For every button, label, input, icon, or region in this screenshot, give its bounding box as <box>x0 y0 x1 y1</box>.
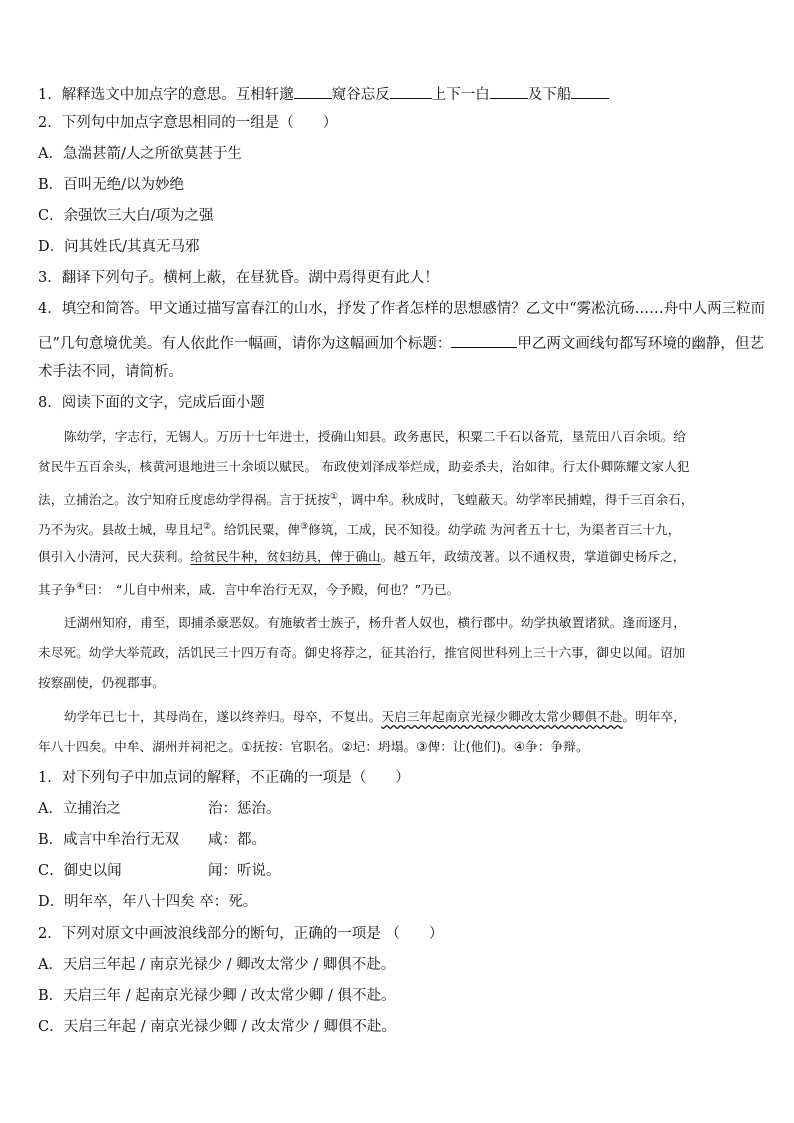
q1-blank-2[interactable] <box>390 82 432 99</box>
q1-line <box>38 82 609 105</box>
passage-wavy-sentence: 天启三年起南京光禄少卿改太常少卿俱不赴 <box>381 709 623 724</box>
sub1-stem: 1．对下列句子中加点词的解释，不正确的一项是（ ） <box>38 770 410 786</box>
sub2-option-a: A．天启三年起 / 南京光禄少 / 卿改太常少 / 卿俱不赴。 <box>38 957 396 973</box>
q2-option-a: A．急湍甚箭/人之所欲莫甚于生 <box>38 146 242 162</box>
sub1-option-c-phrase: C．御史以闻 <box>38 863 122 879</box>
passage-line-3-b: ，调中牟。秋成时，飞蝗蔽天。幼学率民捕蝗，得千三百余石， <box>338 492 694 508</box>
q1-word-3: 上下一白 <box>431 87 490 103</box>
q2-option-d: D．问其姓氏/其真无马邪 <box>38 239 200 255</box>
footnote-mark-2: ② <box>203 522 212 532</box>
sub1-option-b-gloss: 咸：都。 <box>208 832 266 848</box>
passage-line-3-a: 法，立捕治之。汝宁知府丘度虑幼学得祸。言于抚按 <box>38 492 330 508</box>
footnote-mark-4: ④ <box>76 582 85 592</box>
passage-line-6 <box>38 578 756 599</box>
q3-text: 3．翻译下列句子。横柯上蔽，在昼犹昏。湖中焉得更有此人！ <box>38 270 439 286</box>
passage-line-2: 贫民牛五百余头，核黄河退地进三十余顷以赋民。 布政使刘泽成举烂成，助妾杀夫，治如律。行太仆卿陈耀文家人犯 <box>38 459 690 474</box>
footnote-mark-1: ① <box>329 492 339 502</box>
sub1-option-b <box>38 830 266 850</box>
sub1-option-c-gloss: 闻：听说。 <box>208 863 281 879</box>
passage-line-3 <box>38 488 756 509</box>
passage-line-8: 未尽死。幼学大举荒政，活饥民三十四万有奇。御史将荐之，征其治行，推官阅世科列上三十六事，御史以闻。诏加 <box>38 645 686 660</box>
q4-title-blank[interactable] <box>451 331 517 348</box>
passage-line-5 <box>38 548 756 566</box>
passage-line-4-a: 乃不为灾。县故土城，卑且圮 <box>38 522 204 538</box>
passage-line-6-b: 曰： “儿自中州来，咸．言中牟治行无双，今予殿，何也？”乃已。 <box>84 582 460 598</box>
passage-underlined-sentence: 给贫民牛种，贫妇纺具，俾于确山 <box>190 549 381 564</box>
passage-line-4 <box>38 518 756 539</box>
q4-line-1: 4．填空和简答。甲文通过描写富春江的山水，抒发了作者怎样的思想感情？乙文中“雾凇沆砀……舟中人两三粒而 <box>38 301 766 317</box>
q1-prefix: 1．解释选文中加点字的意思。互相轩邈 <box>38 87 294 103</box>
passage-line-10 <box>38 708 756 726</box>
passage-line-1: 陈幼学，字志行，无锡人。万历十七年进士，授确山知县。政务惠民，积粟二千石以备荒，垦荒田八百余顷。给 <box>64 429 686 444</box>
q4-line-2-b: 甲乙两文画线句都写环境的幽静，但艺 <box>517 336 764 352</box>
passage-line-10-a: 幼学年已七十，其母尚在，遂以终养归。母卒，不复出。 <box>64 709 382 724</box>
sub1-option-a <box>38 799 281 819</box>
q4-line-3: 术手法不同，请简析。 <box>38 364 183 380</box>
sub1-option-c <box>38 861 281 881</box>
q2-option-b: B．百叫无绝/以为妙绝 <box>38 177 185 193</box>
q2-stem: 2．下列句中加点字意思相同的一组是（ ） <box>38 115 338 131</box>
sub2-stem: 2．下列对原文中画波浪线部分的断句，正确的一项是 （ ） <box>38 926 444 942</box>
q1-blank-1[interactable] <box>294 82 332 99</box>
passage-line-4-b: 。给饥民粟，俾 <box>211 522 301 538</box>
footnote-mark-3: ③ <box>300 522 309 532</box>
passage-line-5-b: 。越五年，政绩茂著。以不通权贵，掌道御史杨斥之， <box>380 549 686 564</box>
q1-word-2: 窥谷忘反 <box>331 87 390 103</box>
q1-blank-3[interactable] <box>490 82 528 99</box>
sub1-option-a-gloss: 治：惩治。 <box>208 801 281 817</box>
q4-line-2 <box>38 331 764 354</box>
sub2-option-b: B．天启三年 / 起南京光禄少卿 / 改太常少卿 / 俱不赴。 <box>38 988 396 1004</box>
passage-line-10-b: 。明年卒， <box>622 709 686 724</box>
sub2-option-c: C．天启三年起 / 南京光禄少卿 / 改太常少 / 卿俱不赴。 <box>38 1019 396 1035</box>
passage-line-11: 年八十四矣。中牟、湖州并祠祀之。①抚按：官职名。②圮：坍塌。③俾：让(他们)。④争：争辩。 <box>38 739 589 754</box>
sub1-option-a-phrase: A．立捕治之 <box>38 801 121 817</box>
q4-line-2-a: 已”几句意境优美。有人依此作一幅画，请你为这幅画加个标题： <box>38 336 452 352</box>
q2-option-c: C．余强饮三大白/项为之强 <box>38 208 214 224</box>
q1-blank-4[interactable] <box>571 82 609 99</box>
q1-word-4: 及下船 <box>527 87 572 103</box>
sub1-option-d: D．明年卒，年八十四矣 卒：死。 <box>38 894 258 910</box>
passage-line-5-a: 俱引入小清河，民大获利。 <box>38 549 191 564</box>
passage-line-7: 迁湖州知府，甫至，即捕杀豪恶奴。有施敏者士族子，杨升者人奴也，横行郡中。幼学执敏置诸狱。逢而逐月， <box>64 615 686 630</box>
sub1-option-b-phrase: B．咸言中牟治行无双 <box>38 832 180 848</box>
passage-line-6-a: 其子争 <box>38 582 77 598</box>
passage-line-9: 按察副使，仍视郡事。 <box>38 675 165 690</box>
q8-heading: 8．阅读下面的文字，完成后面小题 <box>38 395 265 411</box>
passage-line-4-c: 修筑，工成，民不知役。幼学疏 为河者五十七，为渠者百三十九， <box>308 522 681 538</box>
